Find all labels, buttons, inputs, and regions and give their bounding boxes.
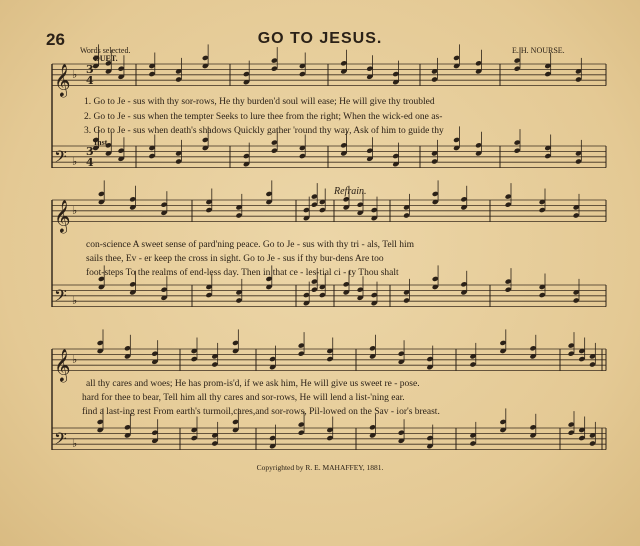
bass-clef-icon: 𝄢 — [54, 285, 67, 310]
page-title: GO TO JESUS. — [257, 30, 383, 47]
bass-clef-icon: 𝄢 — [54, 428, 67, 453]
system2-verse3: foot-steps To the realms of end-less day. Then in that ce - les-tial ci - ty Thou shalt — [86, 268, 399, 278]
flat-sign-icon: ♭ — [72, 437, 78, 451]
flat-sign-icon: ♭ — [72, 352, 78, 366]
flat-sign-icon: ♭ — [72, 155, 78, 169]
flat-sign-icon: ♭ — [72, 67, 78, 81]
inst-label: Inst. — [94, 138, 110, 147]
refrain-label: Refrain. — [334, 186, 367, 197]
system3-verse2: hard for thee to bear, Tell him all thy cares and sor-rows, He will lend a list-'ning ear. — [82, 393, 405, 403]
page-number: 26 — [46, 30, 65, 49]
system1-verse1: 1. Go to Je - sus with thy sor-rows, He thy burden'd soul will ease; He will give thy troubled — [84, 97, 435, 107]
time-signature-bottom: 4 — [86, 156, 94, 169]
bass-clef-icon: 𝄢 — [54, 146, 67, 171]
copyright-notice: Copyrighted by R. E. MAHAFFEY, 1881. — [256, 463, 384, 472]
system1-verse2: 2. Go to Je - sus when the tempter Seeks to lure thee from the right; When the wick-ed one as- — [84, 112, 443, 122]
system3-verse1: all thy cares and woes; He has prom-is'd, if we ask him, He will give us sweet re - pose. — [86, 379, 420, 389]
system2-verse2: sails thee, Ev - er keep the cross in sight. Go to Je - sus if thy bur-dens Are too — [86, 254, 384, 264]
system3-verse3: find a last-ing rest From earth's turmoil,cares,and sor-rows, Pil-lowed on the Sav - ior's breast. — [82, 407, 440, 417]
composer: E. H. NOURSE. — [512, 46, 565, 55]
words-credit: Words selected. — [80, 46, 131, 55]
system1-verse3: 3. Go to Je - sus when death's shadows Quickly gather 'round thy way, Ask of him to guide thy — [84, 126, 444, 136]
time-signature-top: 3 — [86, 63, 94, 76]
treble-clef-icon: 𝄞 — [54, 348, 71, 382]
flat-sign-icon: ♭ — [72, 203, 78, 217]
part-label: DUET. — [94, 54, 118, 63]
flat-sign-icon: ♭ — [72, 294, 78, 308]
treble-clef-icon: 𝄞 — [54, 199, 71, 233]
system2-verse1: con-science A sweet sense of pard'ning peace. Go to Je - sus with thy tri - als, Tell him — [86, 240, 415, 250]
treble-clef-icon: 𝄞 — [54, 63, 71, 97]
time-signature-top: 3 — [86, 145, 94, 158]
time-signature-bottom: 4 — [86, 74, 94, 87]
